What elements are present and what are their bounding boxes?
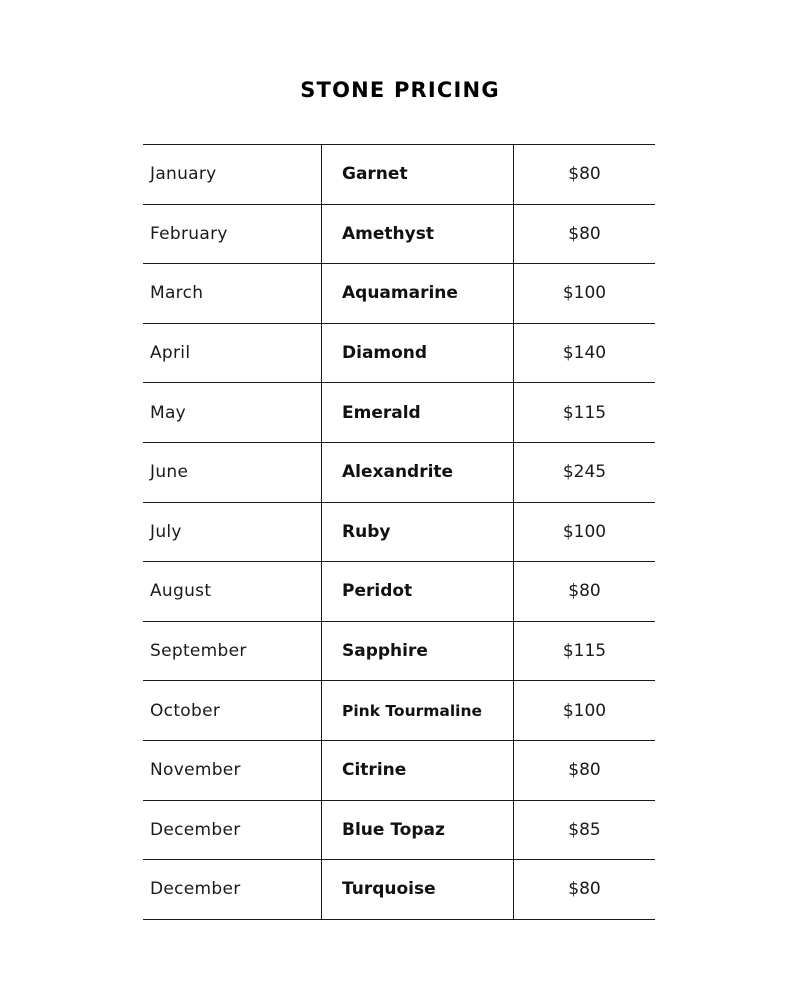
month-cell: November bbox=[143, 740, 322, 800]
month-cell: February bbox=[143, 204, 322, 264]
table-row bbox=[143, 383, 655, 443]
price-cell: $100 bbox=[514, 264, 656, 324]
stone-cell: Amethyst bbox=[322, 204, 514, 264]
stone-pricing-table bbox=[143, 144, 655, 920]
price-cell: $80 bbox=[514, 562, 656, 622]
table-row bbox=[143, 204, 655, 264]
price-cell: $80 bbox=[514, 204, 656, 264]
month-cell: April bbox=[143, 323, 322, 383]
table-row bbox=[143, 323, 655, 383]
table-row bbox=[143, 740, 655, 800]
table-row bbox=[143, 502, 655, 562]
month-cell: September bbox=[143, 621, 322, 681]
price-cell: $80 bbox=[514, 860, 656, 920]
month-cell: July bbox=[143, 502, 322, 562]
table-row bbox=[143, 621, 655, 681]
stone-cell: Sapphire bbox=[322, 621, 514, 681]
month-cell: March bbox=[143, 264, 322, 324]
price-cell: $80 bbox=[514, 740, 656, 800]
month-cell: May bbox=[143, 383, 322, 443]
price-cell: $115 bbox=[514, 621, 656, 681]
table-row bbox=[143, 145, 655, 205]
stone-cell: Blue Topaz bbox=[322, 800, 514, 860]
stone-cell: Aquamarine bbox=[322, 264, 514, 324]
stone-cell: Turquoise bbox=[322, 860, 514, 920]
month-cell: December bbox=[143, 800, 322, 860]
stone-cell: Diamond bbox=[322, 323, 514, 383]
stone-cell: Garnet bbox=[322, 145, 514, 205]
page-title: STONE PRICING bbox=[300, 78, 500, 102]
price-cell: $100 bbox=[514, 502, 656, 562]
stone-cell: Emerald bbox=[322, 383, 514, 443]
month-cell: December bbox=[143, 860, 322, 920]
price-cell: $100 bbox=[514, 681, 656, 741]
stone-cell: Ruby bbox=[322, 502, 514, 562]
month-cell: October bbox=[143, 681, 322, 741]
table-row bbox=[143, 562, 655, 622]
month-cell: June bbox=[143, 442, 322, 502]
price-cell: $85 bbox=[514, 800, 656, 860]
table-row bbox=[143, 442, 655, 502]
stone-cell: Peridot bbox=[322, 562, 514, 622]
month-cell: January bbox=[143, 145, 322, 205]
stone-cell: Citrine bbox=[322, 740, 514, 800]
stone-cell: Alexandrite bbox=[322, 442, 514, 502]
month-cell: August bbox=[143, 562, 322, 622]
table-row bbox=[143, 800, 655, 860]
stone-cell: Pink Tourmaline bbox=[322, 681, 514, 741]
price-cell: $115 bbox=[514, 383, 656, 443]
table-row bbox=[143, 860, 655, 920]
table-row bbox=[143, 681, 655, 741]
table-row bbox=[143, 264, 655, 324]
price-cell: $245 bbox=[514, 442, 656, 502]
price-cell: $80 bbox=[514, 145, 656, 205]
price-cell: $140 bbox=[514, 323, 656, 383]
